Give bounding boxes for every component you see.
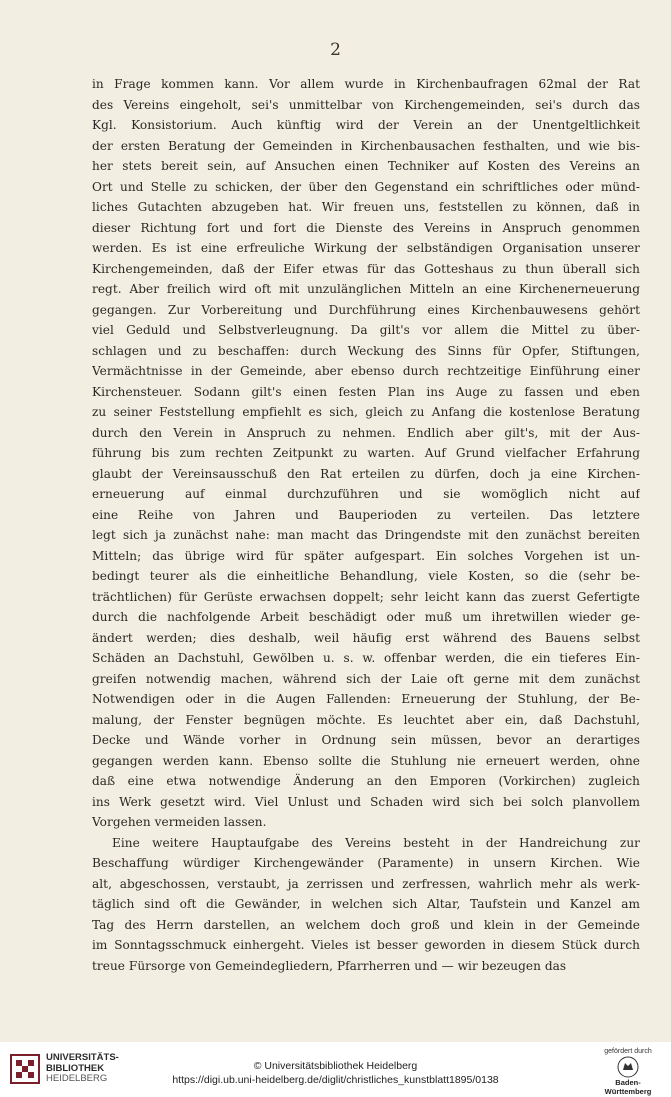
text-line: viel Geduld und Selbstverleugnung. Da gilt's vor allem die Mittel zu über- [92, 323, 640, 337]
text-line: Tag des Herrn darstellen, an welchem doch groß und klein in der Gemeinde [92, 917, 640, 932]
library-logo[interactable] [10, 1052, 170, 1092]
copyright-notice: © Universitätsbibliothek Heidelberg [253, 1060, 418, 1072]
text-line: Schäden an Dachstuhl, Gewölben u. s. w. offenbar werden, die ein tieferes Ein- [92, 651, 640, 665]
library-logo-line-3: HEIDELBERG [46, 1073, 108, 1084]
text-line: Vorgehen vermeiden lassen. [92, 815, 267, 829]
text-line: dieser Richtung fort und fort die Dienste des Vereins in Anspruch genommen [92, 220, 640, 235]
text-line: her stets bereit sein, auf Ansuchen einen Techniker auf Kosten des Vereins an [92, 159, 640, 173]
funder-name: Baden-Württemberg [604, 1078, 652, 1096]
text-line: Ort und Stelle zu schicken, der über den Gegenstand ein schriftliches oder münd- [92, 179, 640, 194]
text-line: Decke und Wände vorher in Ordnung sein müssen, bevor an derartiges [92, 733, 640, 747]
text-line: des Vereins eingeholt, sei's unmittelbar von Kirchengemeinden, sei's durch das [92, 97, 640, 112]
state-seal-icon [617, 1056, 639, 1078]
text-line: glaubt der Vereinsausschuß den Rat erteilen zu dürfen, doch ja eine Kirchen- [92, 466, 640, 481]
text-line: schlagen und zu beschaffen: durch Weckung des Sinns für Opfer, Stiftungen, [92, 343, 640, 358]
body-text [92, 74, 640, 976]
text-line: malung, der Fenster begnügen möchte. Es leuchtet aber ein, daß Dachstuhl, [92, 712, 640, 727]
library-logo-line-1: UNIVERSITÄTS- [46, 1052, 119, 1063]
text-line: Eine weitere Hauptaufgabe des Vereins besteht in der Handreichung zur [112, 835, 640, 850]
text-line: Vermächtnisse in der Gemeinde, aber ebenso durch rechtzeitige Einführung einer [92, 364, 640, 378]
text-line: Kgl. Konsistorium. Auch künftig wird der Verein an der Unentgeltlichkeit [92, 118, 640, 132]
text-line: treue Fürsorge von Gemeindegliedern, Pfarrherren und — wir bezeugen das [92, 958, 567, 973]
text-line: werden. Es ist eine erfreuliche Wirkung der selbständigen Organisation unserer [92, 241, 640, 255]
text-line: regt. Aber freilich wird oft mit unzulänglichen Mitteln an eine Kirchenerneuerung [92, 282, 640, 296]
text-line: ändert werden; dies deshalb, weil häufig erst während des Bauens selbst [92, 630, 640, 645]
text-line: greifen notwendig machen, während sich der Laie oft gerne mit dem zunächst [92, 671, 640, 686]
text-line: liches Gutachten abzugeben hat. Wir freuen uns, feststellen zu können, daß in [92, 200, 640, 214]
text-line: legt sich ja zunächst nahe: man macht das Dringendste mit den zunächst bereiten [92, 528, 640, 542]
permalink-url[interactable]: https://digi.ub.uni-heidelberg.de/diglit/christliches_kunstblatt1895/0138 [172, 1074, 499, 1086]
text-line: zu seiner Feststellung empfiehlt es sich, gleich zu Anfang die kostenlose Beratung [92, 405, 640, 419]
text-line: eine Reihe von Jahren und Bauperioden zu verteilen. Das letztere [92, 507, 640, 522]
text-line: gegangen. Zur Vorbereitung und Durchführung eines Kirchenbauwesens gehört [92, 302, 640, 317]
text-line: erneuerung auf einmal durchzuführen und sie womöglich nicht auf [92, 487, 640, 501]
text-line: ins Werk gesetzt wird. Viel Unlust und Schaden wird sich bei solch planvollem [92, 794, 640, 809]
text-line: der ersten Beratung der Gemeinden in Kirchenbausachen festhalten, und wie bis- [92, 138, 640, 153]
text-line: Mitteln; das übrige wird für später aufgespart. Ein solches Vorgehen ist un- [92, 548, 640, 563]
text-line: bedingt teurer als die einheitliche Behandlung, viele Kosten, so die (sehr be- [92, 569, 640, 583]
text-line: gegangen werden kann. Ebenso sollte die Stuhlung nie erneuert werden, ohne [92, 753, 640, 768]
text-line: täglich sind oft die Gewänder, in welchen sich Altar, Taufstein und Kanzel am [92, 897, 640, 911]
footer-bar [0, 1042, 671, 1097]
text-line: im Sonntagsschmuck einhergeht. Vieles ist besser geworden in diesem Stück durch [92, 938, 640, 952]
text-line: in Frage kommen kann. Vor allem wurde in Kirchenbaufragen 62mal der Rat [92, 77, 640, 91]
text-line: Beschaffung würdiger Kirchengewänder (Paramente) in unsern Kirchen. Wie [92, 856, 640, 870]
text-line: Kirchensteuer. Sodann gilt's einen festen Plan ins Auge zu fassen und eben [92, 384, 640, 399]
text-line: durch den Verein in Anspruch zu nehmen. Endlich aber gilt's, mit der Aus- [92, 425, 640, 440]
text-line: führung bis zum rechten Zeitpunkt zu warten. Auf Grund vielfacher Erfahrung [92, 446, 640, 460]
text-line: trächtlichen) für Gerüste erwachsen doppelt; sehr leicht kann das zuerst Gefertigte [92, 589, 640, 604]
text-line: Kirchengemeinden, daß der Eifer etwas für das Gotteshaus zu thun überall sich [92, 261, 640, 276]
library-logo-line-2: BIBLIOTHEK [46, 1062, 105, 1074]
page-number: 2 [330, 40, 341, 60]
funder-logo[interactable] [593, 1048, 663, 1094]
text-line: Notwendigen oder in die Augen Fallenden: Erneuerung der Stuhlung, der Be- [92, 692, 640, 706]
text-line: daß eine etwa notwendige Änderung an den Emporen (Vorkirchen) zugleich [92, 774, 640, 788]
text-line: durch die nachfolgende Arbeit beschädigt oder muß um ihretwillen wieder ge- [92, 610, 640, 624]
funder-caption: gefördert durch [604, 1048, 652, 1055]
text-line: alt, abgeschossen, verstaubt, ja zerrissen und zerfressen, wahrlich mehr als werk- [92, 876, 640, 891]
